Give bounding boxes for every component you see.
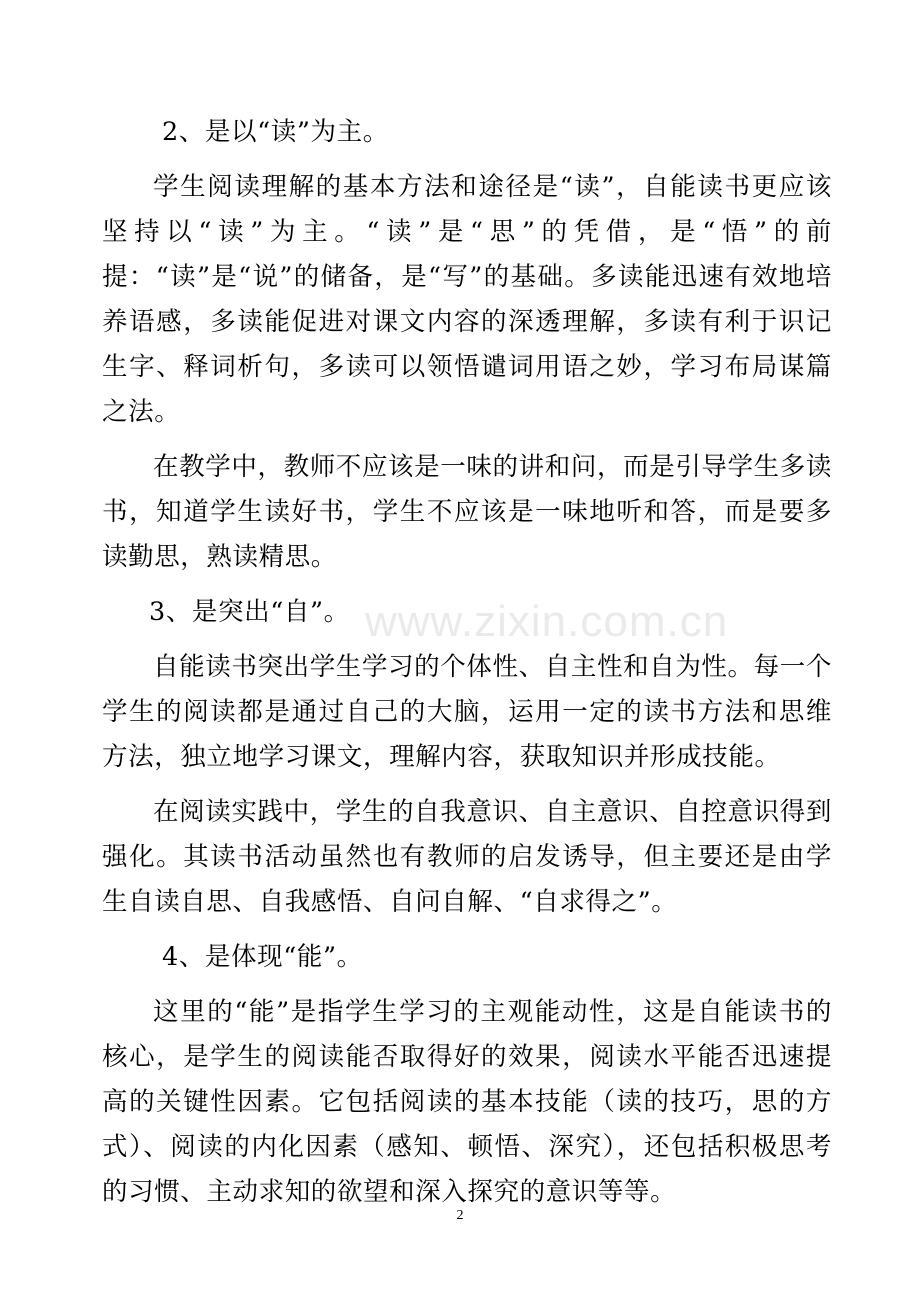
section-heading-4: 4、是体现“能”。 (162, 942, 363, 972)
paragraph: 学生阅读理解的基本方法和途径是“读”，自能读书更应该坚持以“读”为主。“读”是“思”的凭借，是“悟”的前提：“读”是“说”的储备，是“写”的基础。多读能迅速有效地培养语感，多读能促进对课文内容的深透理解，多读有利于识记生字、释词析句，多读可以领悟谴词用语之妙，学习布局谋篇之法。 (102, 172, 832, 427)
watermark: www.zixin.com.cn (365, 597, 729, 646)
page-number: 2 (456, 1208, 464, 1223)
paragraph: 在阅读实践中，学生的自我意识、自主意识、自控意识得到强化。其读书活动虽然也有教师的启发诱导，但主要还是由学生自读自思、自我感悟、自问自解、“自求得之”。 (102, 797, 832, 917)
section-heading-2: 2、是以“读”为主。 (162, 117, 389, 147)
document-body (102, 110, 832, 1215)
paragraph: 自能读书突出学生学习的个体性、自主性和自为性。每一个学生的阅读都是通过自己的大脑，运用一定的读书方法和思维方法，独立地学习课文，理解内容，获取知识并形成技能。 (102, 652, 832, 772)
paragraph: 这里的“能”是指学生学习的主观能动性，这是自能读书的核心，是学生的阅读能否取得好的效果，阅读水平能否迅速提高的关键性因素。它包括阅读的基本技能（读的技巧，思的方式）、阅读的内化因素（感知、顿悟、深究），还包括积极思考的习惯、主动求知的欲望和深入探究的意识等等。 (102, 997, 832, 1207)
paragraph: 在教学中，教师不应该是一味的讲和问，而是引导学生多读书，知道学生读好书，学生不应该是一味地听和答，而是要多读勤思，熟读精思。 (102, 452, 832, 572)
section-heading-3: 3、是突出“自”。 (149, 597, 350, 627)
